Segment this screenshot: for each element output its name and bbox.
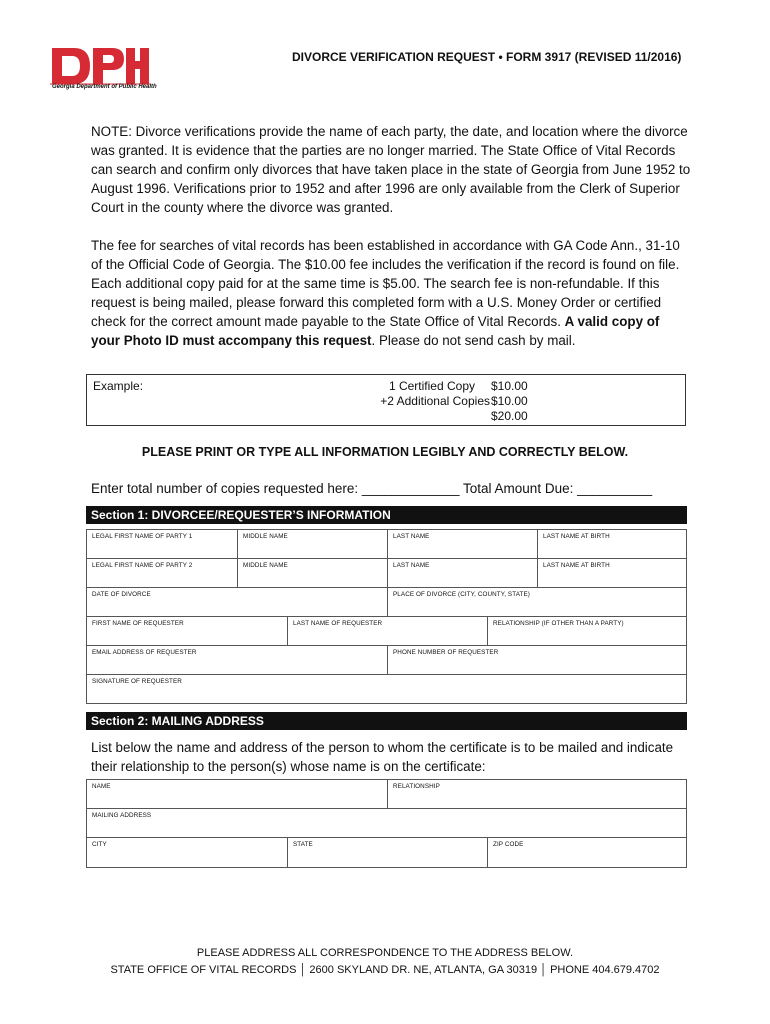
section1-header: Section 1: DIVORCEE/REQUESTER’S INFORMATION [86, 506, 687, 524]
party1-row [87, 530, 686, 559]
requester-first-label: FIRST NAME OF REQUESTER [92, 620, 184, 627]
signature-field[interactable] [87, 675, 686, 704]
relationship-field[interactable] [487, 617, 686, 645]
mailing-name-row [87, 780, 686, 809]
party1-birth-label: LAST NAME AT BIRTH [543, 533, 610, 540]
relationship-label: RELATIONSHIP (IF OTHER THAN A PARTY) [493, 620, 624, 627]
state-label: STATE [293, 841, 313, 848]
party1-middle-label: MIDDLE NAME [243, 533, 288, 540]
city-field[interactable] [87, 838, 287, 867]
requester-last-field[interactable] [287, 617, 487, 645]
section2-instruction: List below the name and address of the person to whom the certificate is to be mailed and indicate their relationship to the person(s) whose name is on the certificate: [91, 740, 674, 774]
footer-line2: STATE OFFICE OF VITAL RECORDS │ 2600 SKYLAND DR. NE, ATLANTA, GA 30319 │ PHONE 404.679.4702 [110, 964, 660, 976]
signature-label: SIGNATURE OF REQUESTER [92, 678, 182, 685]
party2-birth-field[interactable] [537, 559, 686, 587]
place-of-divorce-label: PLACE OF DIVORCE (CITY, COUNTY, STATE) [393, 591, 530, 598]
note-paragraph: NOTE: Divorce verifications provide the name of each party, the date, and location where the divorce was granted. It is evidence that the parties are no longer married. The State Office of Vital Records can search and confirm only divorces that have taken place in the state of Georgia from June 1952 to August 1996. Verifications prior to 1952 and after 1996 are only available from the Clerk of Superior Court in the county where the divorce was granted. [91, 124, 691, 215]
city-label: CITY [92, 841, 107, 848]
logo-subtitle: Georgia Department of Public Health [52, 84, 157, 90]
example-label: Example: [93, 379, 144, 393]
example-box [86, 374, 686, 426]
email-label: EMAIL ADDRESS OF REQUESTER [92, 649, 197, 656]
zip-field[interactable] [487, 838, 686, 867]
party2-birth-label: LAST NAME AT BIRTH [543, 562, 610, 569]
section1-grid [86, 529, 687, 704]
copies-line[interactable]: Enter total number of copies requested here: _____________ Total Amount Due: __________ [91, 481, 653, 496]
mailing-relationship-label: RELATIONSHIP [393, 783, 440, 790]
state-field[interactable] [287, 838, 487, 867]
fee-text-end: . Please do not send cash by mail. [371, 333, 576, 348]
email-field[interactable] [87, 646, 387, 674]
photo-id-notice: A valid copy of your Photo ID must accompany this request [91, 314, 660, 348]
form-title: DIVORCE VERIFICATION REQUEST • FORM 3917 (REVISED 11/2016) [292, 50, 682, 64]
party2-row [87, 559, 686, 588]
phone-label: PHONE NUMBER OF REQUESTER [393, 649, 499, 656]
divorce-row [87, 588, 686, 617]
party2-middle-field[interactable] [237, 559, 387, 587]
phone-field[interactable] [387, 646, 686, 674]
requester-first-field[interactable] [87, 617, 287, 645]
party2-middle-label: MIDDLE NAME [243, 562, 288, 569]
mailing-address-label: MAILING ADDRESS [92, 812, 152, 819]
party1-last-field[interactable] [387, 530, 537, 558]
example-total-amount: $20.00 [491, 409, 528, 423]
party1-first-label: LEGAL FIRST NAME OF PARTY 1 [92, 533, 193, 540]
example-line2-amount: $10.00 [491, 394, 528, 408]
mailing-address-row [87, 809, 686, 838]
party2-last-field[interactable] [387, 559, 537, 587]
mailing-relationship-field[interactable] [387, 780, 686, 808]
party1-middle-field[interactable] [237, 530, 387, 558]
section2-header: Section 2: MAILING ADDRESS [86, 712, 687, 730]
city-state-zip-row [87, 838, 686, 867]
example-line1-amount: $10.00 [491, 379, 528, 393]
date-of-divorce-label: DATE OF DIVORCE [92, 591, 151, 598]
party2-first-label: LEGAL FIRST NAME OF PARTY 2 [92, 562, 193, 569]
dph-logo-mark [50, 44, 150, 88]
party1-first-field[interactable] [87, 530, 237, 558]
mailing-name-field[interactable] [87, 780, 387, 808]
contact-row [87, 646, 686, 675]
place-of-divorce-field[interactable] [387, 588, 686, 616]
example-line2-item: +2 Additional Copies [380, 394, 490, 408]
party1-last-label: LAST NAME [393, 533, 430, 540]
zip-label: ZIP CODE [493, 841, 524, 848]
fee-text: The fee for searches of vital records has been established in accordance with GA Code Ann., 31-10 of the Official Code of Georgia. The $10.00 fee includes the verification if the record is found on file. Each additional copy paid for at the same time is $5.00. The search fee is non-refundable. If this request is being mailed, please forward this completed form with a U.S. Money Order or certified check for the correct amount made payable to the State Office of Vital Records. [91, 238, 680, 329]
party1-birth-field[interactable] [537, 530, 686, 558]
example-line1-item: 1 Certified Copy [388, 379, 475, 393]
print-instruction: PLEASE PRINT OR TYPE ALL INFORMATION LEGIBLY AND CORRECTLY BELOW. [141, 445, 629, 459]
requester-last-label: LAST NAME OF REQUESTER [293, 620, 383, 627]
section2-grid [86, 779, 687, 868]
party2-last-label: LAST NAME [393, 562, 430, 569]
fee-paragraph [91, 236, 691, 350]
mailing-address-field[interactable] [87, 809, 686, 837]
party2-first-field[interactable] [87, 559, 237, 587]
signature-row [87, 675, 686, 704]
requester-row [87, 617, 686, 646]
footer-line1: PLEASE ADDRESS ALL CORRESPONDENCE TO THE ADDRESS BELOW. [196, 947, 574, 959]
date-of-divorce-field[interactable] [87, 588, 387, 616]
mailing-name-label: NAME [92, 783, 111, 790]
